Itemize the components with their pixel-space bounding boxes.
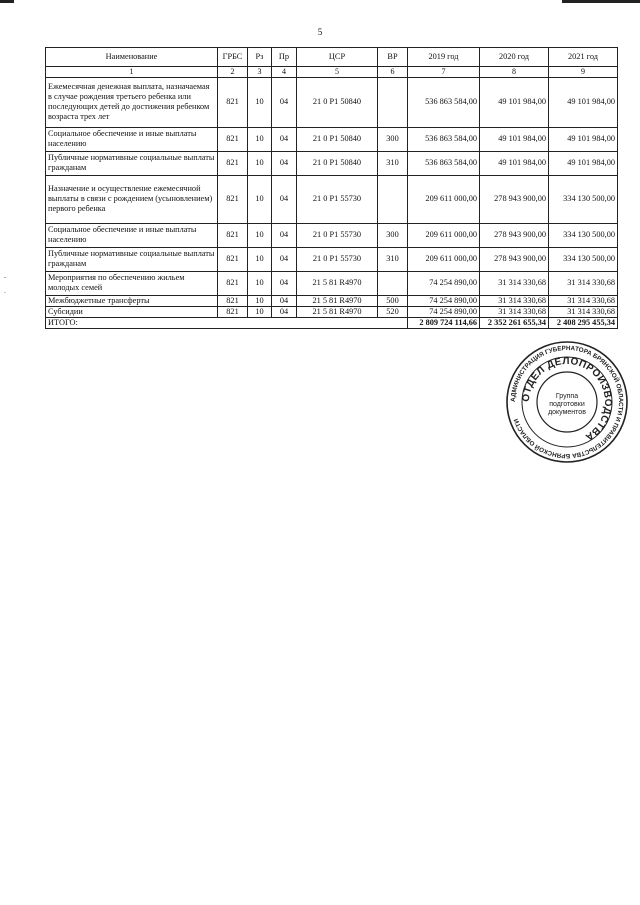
row-vr: 310 bbox=[378, 247, 408, 271]
row-2020: 49 101 984,00 bbox=[480, 127, 549, 151]
table-row bbox=[46, 295, 618, 306]
margin-marks bbox=[4, 270, 6, 298]
row-2021: 334 130 500,00 bbox=[549, 175, 618, 223]
row-csr: 21 0 P1 50840 bbox=[297, 127, 378, 151]
table-row bbox=[46, 271, 618, 295]
row-grbs: 821 bbox=[218, 306, 248, 317]
total-row bbox=[46, 317, 618, 328]
header-2021: 2021 год bbox=[549, 48, 618, 67]
total-2021: 2 408 295 455,34 bbox=[549, 317, 618, 328]
table-row bbox=[46, 77, 618, 127]
row-grbs: 821 bbox=[218, 151, 248, 175]
column-number: 8 bbox=[480, 67, 549, 78]
stamp-center-line-2: подготовки bbox=[549, 401, 585, 408]
row-2021: 49 101 984,00 bbox=[549, 77, 618, 127]
header-csr: ЦСР bbox=[297, 48, 378, 67]
row-csr: 21 5 81 R4970 bbox=[297, 271, 378, 295]
stamp-ring-text: АДМИНИСТРАЦИЯ ГУБЕРНАТОРА БРЯНСКОЙ ОБЛАСТИ И ПРАВИТЕЛЬСТВА БРЯНСКОЙ ОБЛАСТИ bbox=[509, 344, 625, 460]
row-pr: 04 bbox=[272, 151, 297, 175]
row-pr: 04 bbox=[272, 127, 297, 151]
row-name: Социальное обеспечение и иные выплаты населению bbox=[46, 223, 218, 247]
row-name: Субсидии bbox=[46, 306, 218, 317]
column-number-row bbox=[46, 67, 618, 78]
row-name: Межбюджетные трансферты bbox=[46, 295, 218, 306]
row-vr bbox=[378, 175, 408, 223]
table-row bbox=[46, 175, 618, 223]
row-vr bbox=[378, 77, 408, 127]
column-number: 7 bbox=[408, 67, 480, 78]
row-rz: 10 bbox=[248, 295, 272, 306]
row-2021: 31 314 330,68 bbox=[549, 271, 618, 295]
row-csr: 21 5 81 R4970 bbox=[297, 306, 378, 317]
header-2020: 2020 год bbox=[480, 48, 549, 67]
row-pr: 04 bbox=[272, 247, 297, 271]
row-vr: 310 bbox=[378, 151, 408, 175]
header-rz: Рз bbox=[248, 48, 272, 67]
column-number: 5 bbox=[297, 67, 378, 78]
column-number: 6 bbox=[378, 67, 408, 78]
table-header-row bbox=[46, 48, 618, 67]
row-2020: 31 314 330,68 bbox=[480, 271, 549, 295]
header-pr: Пр bbox=[272, 48, 297, 67]
row-csr: 21 0 P1 50840 bbox=[297, 77, 378, 127]
total-2020: 2 352 261 655,34 bbox=[480, 317, 549, 328]
row-rz: 10 bbox=[248, 175, 272, 223]
budget-table bbox=[45, 47, 618, 329]
row-rz: 10 bbox=[248, 77, 272, 127]
row-grbs: 821 bbox=[218, 295, 248, 306]
row-2021: 334 130 500,00 bbox=[549, 223, 618, 247]
row-2021: 49 101 984,00 bbox=[549, 151, 618, 175]
header-2019: 2019 год bbox=[408, 48, 480, 67]
row-2019: 74 254 890,00 bbox=[408, 271, 480, 295]
row-vr: 500 bbox=[378, 295, 408, 306]
row-csr: 21 0 P1 55730 bbox=[297, 223, 378, 247]
row-2021: 31 314 330,68 bbox=[549, 306, 618, 317]
row-2020: 31 314 330,68 bbox=[480, 306, 549, 317]
row-vr: 300 bbox=[378, 223, 408, 247]
row-2019: 209 611 000,00 bbox=[408, 223, 480, 247]
row-rz: 10 bbox=[248, 127, 272, 151]
row-2019: 74 254 890,00 bbox=[408, 295, 480, 306]
header-name: Наименование bbox=[46, 48, 218, 67]
row-grbs: 821 bbox=[218, 223, 248, 247]
row-2021: 31 314 330,68 bbox=[549, 295, 618, 306]
header-grbs: ГРБС bbox=[218, 48, 248, 67]
row-grbs: 821 bbox=[218, 175, 248, 223]
row-name: Публичные нормативные социальные выплаты гражданам bbox=[46, 247, 218, 271]
row-2020: 278 943 900,00 bbox=[480, 175, 549, 223]
total-label: ИТОГО: bbox=[46, 317, 408, 328]
row-rz: 10 bbox=[248, 151, 272, 175]
page-number: 5 bbox=[317, 27, 323, 37]
stamp-center-line-3: документов bbox=[548, 409, 586, 416]
row-csr: 21 0 P1 50840 bbox=[297, 151, 378, 175]
header-vr: ВР bbox=[378, 48, 408, 67]
row-2020: 49 101 984,00 bbox=[480, 151, 549, 175]
table-row bbox=[46, 223, 618, 247]
row-rz: 10 bbox=[248, 271, 272, 295]
row-csr: 21 0 P1 55730 bbox=[297, 175, 378, 223]
row-pr: 04 bbox=[272, 77, 297, 127]
row-2020: 278 943 900,00 bbox=[480, 223, 549, 247]
total-2019: 2 809 724 114,66 bbox=[408, 317, 480, 328]
row-pr: 04 bbox=[272, 306, 297, 317]
top-rule-left bbox=[0, 0, 14, 3]
row-csr: 21 5 81 R4970 bbox=[297, 295, 378, 306]
row-pr: 04 bbox=[272, 223, 297, 247]
margin-mark: . bbox=[4, 287, 6, 295]
row-2020: 278 943 900,00 bbox=[480, 247, 549, 271]
column-number: 3 bbox=[248, 67, 272, 78]
row-2019: 209 611 000,00 bbox=[408, 175, 480, 223]
row-2019: 536 863 584,00 bbox=[408, 151, 480, 175]
row-2021: 49 101 984,00 bbox=[549, 127, 618, 151]
row-vr bbox=[378, 271, 408, 295]
row-2020: 49 101 984,00 bbox=[480, 77, 549, 127]
row-rz: 10 bbox=[248, 247, 272, 271]
row-rz: 10 bbox=[248, 223, 272, 247]
column-number: 9 bbox=[549, 67, 618, 78]
row-csr: 21 0 P1 55730 bbox=[297, 247, 378, 271]
margin-mark: - bbox=[4, 273, 7, 281]
row-pr: 04 bbox=[272, 175, 297, 223]
column-number: 1 bbox=[46, 67, 218, 78]
row-name: Ежемесячная денежная выплата, назначаемая в случае рождения третьего ребенка или последующих детей до достижения ребенком возраста трех лет bbox=[46, 77, 218, 127]
row-name: Публичные нормативные социальные выплаты гражданам bbox=[46, 151, 218, 175]
row-2019: 536 863 584,00 bbox=[408, 77, 480, 127]
stamp-inner-ring-text: ОТДЕЛ ДЕЛОПРОИЗВОДСТВА bbox=[520, 355, 614, 443]
row-2019: 536 863 584,00 bbox=[408, 127, 480, 151]
row-2020: 31 314 330,68 bbox=[480, 295, 549, 306]
column-number: 4 bbox=[272, 67, 297, 78]
row-vr: 520 bbox=[378, 306, 408, 317]
row-2021: 334 130 500,00 bbox=[549, 247, 618, 271]
row-2019: 209 611 000,00 bbox=[408, 247, 480, 271]
row-name: Назначение и осуществление ежемесячной выплаты в связи с рождением (усыновлением) первого ребенка bbox=[46, 175, 218, 223]
top-rule-right bbox=[562, 0, 640, 3]
row-grbs: 821 bbox=[218, 271, 248, 295]
table-row bbox=[46, 127, 618, 151]
row-vr: 300 bbox=[378, 127, 408, 151]
row-pr: 04 bbox=[272, 295, 297, 306]
row-name: Мероприятия по обеспечению жильем молодых семей bbox=[46, 271, 218, 295]
row-name: Социальное обеспечение и иные выплаты населению bbox=[46, 127, 218, 151]
table-row bbox=[46, 151, 618, 175]
table-row bbox=[46, 247, 618, 271]
table-row bbox=[46, 306, 618, 317]
stamp-center-line-1: Группа bbox=[555, 393, 579, 400]
row-2019: 74 254 890,00 bbox=[408, 306, 480, 317]
row-grbs: 821 bbox=[218, 127, 248, 151]
row-rz: 10 bbox=[248, 306, 272, 317]
column-number: 2 bbox=[218, 67, 248, 78]
official-stamp bbox=[505, 340, 629, 464]
row-grbs: 821 bbox=[218, 247, 248, 271]
row-pr: 04 bbox=[272, 271, 297, 295]
row-grbs: 821 bbox=[218, 77, 248, 127]
